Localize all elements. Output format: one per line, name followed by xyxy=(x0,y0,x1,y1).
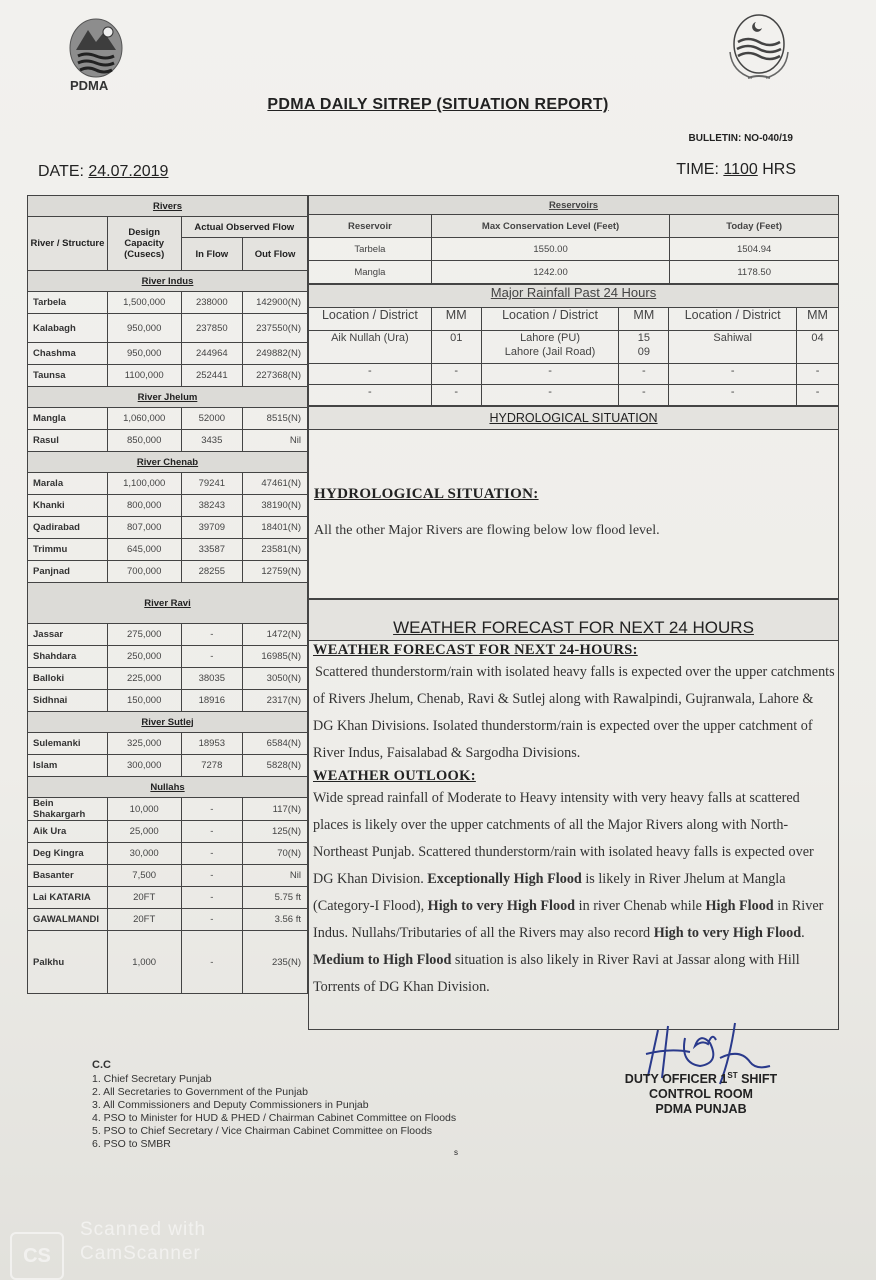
rainfall-mm: 04 xyxy=(797,331,839,364)
table-row xyxy=(28,561,308,583)
capacity-cell: 25,000 xyxy=(107,821,181,843)
table-row xyxy=(28,733,308,755)
outflow-cell: 70(N) xyxy=(243,843,308,865)
river-section-row xyxy=(28,387,308,408)
outflow-cell: 8515(N) xyxy=(243,408,308,430)
inflow-cell: 252441 xyxy=(181,365,243,387)
weather-body xyxy=(309,641,839,1030)
capacity-cell: 300,000 xyxy=(107,755,181,777)
table-row xyxy=(28,473,308,495)
watermark-line-1: Scanned with xyxy=(80,1219,207,1240)
river-section-row xyxy=(28,271,308,292)
col-capacity-header: Design Capacity (Cusecs) xyxy=(107,217,181,271)
outflow-cell: 12759(N) xyxy=(243,561,308,583)
outlook-segment: Wide spread rainfall of Moderate to Heavy intensity with very heavy falls at scattered places is likely over the upper catchments of all the Major Rivers along with North-Northeast Punjab. Scattered thunderstorm/rain with isolated heavy falls is expected over DG Khan Division. xyxy=(313,790,814,887)
page-title-text: PDMA DAILY SITREP (SITUATION REPORT) xyxy=(267,96,609,113)
reservoirs-table xyxy=(308,195,839,284)
structure-cell: Trimmu xyxy=(28,539,108,561)
right-column xyxy=(308,195,839,1030)
forecast-heading: WEATHER FORECAST FOR NEXT 24-HOURS: xyxy=(313,642,638,658)
capacity-cell: 20FT xyxy=(107,909,181,931)
cc-item: 4. PSO to Minister for HUD & PHED / Chairman Cabinet Committee on Floods xyxy=(92,1112,457,1124)
rainfall-location: - xyxy=(309,364,432,385)
structure-cell: GAWALMANDI xyxy=(28,909,108,931)
capacity-cell: 950,000 xyxy=(107,343,181,365)
structure-cell: Aik Ura xyxy=(28,821,108,843)
river-section-title: River Jhelum xyxy=(28,387,308,408)
reservoir-row xyxy=(309,261,839,284)
reservoirs-header-row xyxy=(309,215,839,238)
structure-cell: Chashma xyxy=(28,343,108,365)
structure-cell: Sulemanki xyxy=(28,733,108,755)
table-row xyxy=(28,314,308,343)
inflow-cell: 28255 xyxy=(181,561,243,583)
capacity-cell: 800,000 xyxy=(107,495,181,517)
outflow-cell: 16985(N) xyxy=(243,646,308,668)
inflow-cell: 237850 xyxy=(181,314,243,343)
river-section-row xyxy=(28,583,308,624)
structure-cell: Marala xyxy=(28,473,108,495)
time-value: 1100 xyxy=(723,161,758,178)
col-location-header: Location / District xyxy=(669,308,797,331)
table-row xyxy=(28,365,308,387)
inflow-cell: - xyxy=(181,931,243,994)
table-row xyxy=(28,931,308,994)
river-section-title: River Chenab xyxy=(28,452,308,473)
rainfall-mm: 01 xyxy=(431,331,481,364)
outflow-cell: 237550(N) xyxy=(243,314,308,343)
outlook-segment: . xyxy=(801,925,805,941)
cc-item: 5. PSO to Chief Secretary / Vice Chairman Cabinet Committee on Floods xyxy=(92,1125,433,1137)
signature-block xyxy=(606,1068,796,1117)
outflow-cell: 3.56 ft xyxy=(243,909,308,931)
table-row xyxy=(28,343,308,365)
river-section-title: River Sutlej xyxy=(28,712,308,733)
rainfall-header-row xyxy=(309,308,839,331)
table-row xyxy=(28,843,308,865)
signature-ordinal: ST xyxy=(727,1071,738,1080)
structure-cell: Shahdara xyxy=(28,646,108,668)
structure-cell: Deg Kingra xyxy=(28,843,108,865)
capacity-cell: 950,000 xyxy=(107,314,181,343)
rainfall-mm: - xyxy=(797,385,839,406)
capacity-cell: 325,000 xyxy=(107,733,181,755)
outflow-cell: 38190(N) xyxy=(243,495,308,517)
structure-cell: Basanter xyxy=(28,865,108,887)
date-value: 24.07.2019 xyxy=(88,163,169,180)
inflow-cell: - xyxy=(181,843,243,865)
punjab-government-emblem-icon xyxy=(722,12,796,84)
hydrological-body xyxy=(309,430,839,599)
rainfall-location: - xyxy=(669,385,797,406)
outflow-cell: Nil xyxy=(243,865,308,887)
river-section-row xyxy=(28,452,308,473)
outflow-cell: 23581(N) xyxy=(243,539,308,561)
inflow-cell: 244964 xyxy=(181,343,243,365)
table-row xyxy=(28,909,308,931)
rivers-title-row xyxy=(28,196,308,217)
structure-cell: Taunsa xyxy=(28,365,108,387)
rivers-table xyxy=(27,195,308,994)
table-row xyxy=(28,624,308,646)
outflow-cell: 6584(N) xyxy=(243,733,308,755)
table-row xyxy=(28,646,308,668)
table-row xyxy=(28,495,308,517)
inflow-cell: 18953 xyxy=(181,733,243,755)
inflow-cell: - xyxy=(181,865,243,887)
capacity-cell: 1,060,000 xyxy=(107,408,181,430)
today-level: 1504.94 xyxy=(670,238,839,261)
outlook-text xyxy=(313,785,836,1001)
outflow-cell: 117(N) xyxy=(243,798,308,821)
hydrological-section xyxy=(308,406,839,599)
inflow-cell: 52000 xyxy=(181,408,243,430)
outlook-emphasis: Exceptionally High Flood xyxy=(427,871,582,887)
capacity-cell: 1100,000 xyxy=(107,365,181,387)
rivers-header-row xyxy=(28,217,308,238)
cc-title: C.C xyxy=(92,1059,111,1071)
outflow-cell: 249882(N) xyxy=(243,343,308,365)
outlook-segment: is likely in River Jhelum at Mangla (Category-I Flood), xyxy=(313,871,786,914)
capacity-cell: 1,500,000 xyxy=(107,292,181,314)
outlook-emphasis: Medium to High Flood xyxy=(313,952,452,968)
inflow-cell: 238000 xyxy=(181,292,243,314)
col-structure-header: River / Structure xyxy=(28,217,108,271)
cc-item: 2. All Secretaries to Government of the Punjab xyxy=(92,1086,308,1098)
capacity-cell: 1,000 xyxy=(107,931,181,994)
weather-section xyxy=(308,599,839,1030)
reservoir-row xyxy=(309,238,839,261)
forecast-text: Scattered thunderstorm/rain with isolated heavy falls is expected over the upper catchments of Rivers Jhelum, Chenab, Ravi & Sutlej along with Rawalpindi, Gujranwala, Lahore & DG Khan Divisions. Isolated thunderstorm/rain is expected over the upper catchment of River Indus, Faisalabad & Sargodha Divisions. xyxy=(313,664,835,761)
weather-body-row xyxy=(309,641,839,1030)
table-row xyxy=(28,430,308,452)
outflow-cell: 1472(N) xyxy=(243,624,308,646)
hydrological-body-row xyxy=(309,430,839,599)
hydrological-section-title: HYDROLOGICAL SITUATION xyxy=(309,407,839,430)
rivers-title: Rivers xyxy=(28,196,308,217)
structure-cell: Sidhnai xyxy=(28,690,108,712)
signature-role: DUTY OFFICER 1 xyxy=(624,1072,728,1087)
capacity-cell: 150,000 xyxy=(107,690,181,712)
rainfall-location: Sahiwal xyxy=(669,331,797,364)
river-section-title: River Indus xyxy=(28,271,308,292)
structure-cell: Islam xyxy=(28,755,108,777)
table-row xyxy=(28,539,308,561)
cc-item: 3. All Commissioners and Deputy Commissioners in Punjab xyxy=(92,1099,369,1111)
rainfall-title: Major Rainfall Past 24 Hours xyxy=(309,285,839,308)
cc-list xyxy=(92,1059,456,1151)
weather-section-title: WEATHER FORECAST FOR NEXT 24 HOURS xyxy=(309,600,839,641)
time-label: TIME: xyxy=(676,161,724,178)
structure-cell: Panjnad xyxy=(28,561,108,583)
rainfall-mm: - xyxy=(431,364,481,385)
bulletin-number: BULLETIN: NO-040/19 xyxy=(688,133,793,144)
reservoirs-title-row xyxy=(309,196,839,215)
structure-cell: Palkhu xyxy=(28,931,108,994)
signature-line-3: PDMA PUNJAB xyxy=(655,1102,747,1117)
col-max-level-header: Max Conservation Level (Feet) xyxy=(431,215,670,238)
capacity-cell: 850,000 xyxy=(107,430,181,452)
inflow-cell: 7278 xyxy=(181,755,243,777)
rainfall-mm: - xyxy=(797,364,839,385)
outflow-cell: Nil xyxy=(243,430,308,452)
col-mm-header: MM xyxy=(797,308,839,331)
rainfall-mm: - xyxy=(431,385,481,406)
outflow-cell: 235(N) xyxy=(243,931,308,994)
capacity-cell: 10,000 xyxy=(107,798,181,821)
structure-cell: Bein Shakargarh xyxy=(28,798,108,821)
structure-cell: Qadirabad xyxy=(28,517,108,539)
structure-cell: Kalabagh xyxy=(28,314,108,343)
signature-shift: SHIFT xyxy=(737,1072,778,1087)
inflow-cell: 33587 xyxy=(181,539,243,561)
inflow-cell: - xyxy=(181,821,243,843)
rainfall-title-row xyxy=(309,285,839,308)
outlook-heading: WEATHER OUTLOOK: xyxy=(313,768,476,784)
outflow-cell: 47461(N) xyxy=(243,473,308,495)
inflow-cell: - xyxy=(181,798,243,821)
outflow-cell: 5828(N) xyxy=(243,755,308,777)
structure-cell: Jassar xyxy=(28,624,108,646)
today-level: 1178.50 xyxy=(670,261,839,284)
rainfall-mm: - xyxy=(619,364,669,385)
rainfall-row xyxy=(309,385,839,406)
inflow-cell: 3435 xyxy=(181,430,243,452)
rainfall-location: - xyxy=(481,364,619,385)
outlook-emphasis: High Flood xyxy=(705,898,774,914)
rainfall-location: Lahore (PU) Lahore (Jail Road) xyxy=(481,331,619,364)
cc-item: 6. PSO to SMBR xyxy=(92,1138,171,1150)
page-title xyxy=(0,96,876,114)
reservoir-name: Mangla xyxy=(309,261,432,284)
rainfall-location: - xyxy=(481,385,619,406)
camscanner-logo-icon: CS xyxy=(10,1232,64,1280)
date-label: DATE: xyxy=(38,163,89,180)
river-section-title: River Ravi xyxy=(28,583,308,624)
col-reservoir-header: Reservoir xyxy=(309,215,432,238)
outflow-cell: 18401(N) xyxy=(243,517,308,539)
col-mm-header: MM xyxy=(431,308,481,331)
capacity-cell: 20FT xyxy=(107,887,181,909)
table-row xyxy=(28,865,308,887)
max-level: 1550.00 xyxy=(431,238,670,261)
table-row xyxy=(28,821,308,843)
rainfall-row xyxy=(309,364,839,385)
inflow-cell: - xyxy=(181,909,243,931)
river-section-row xyxy=(28,712,308,733)
outflow-cell: 3050(N) xyxy=(243,668,308,690)
col-outflow-header: Out Flow xyxy=(243,238,308,271)
rainfall-location: Aik Nullah (Ura) xyxy=(309,331,432,364)
col-today-header: Today (Feet) xyxy=(670,215,839,238)
outflow-cell: 5.75 ft xyxy=(243,887,308,909)
time-unit: HRS xyxy=(757,161,796,178)
outlook-emphasis: High to very High Flood xyxy=(653,925,802,941)
outlook-segment: in river Chenab while xyxy=(575,898,706,914)
cc-items xyxy=(92,1073,456,1151)
hydrological-heading: HYDROLOGICAL SITUATION: xyxy=(314,486,539,502)
capacity-cell: 807,000 xyxy=(107,517,181,539)
structure-cell: Balloki xyxy=(28,668,108,690)
table-row xyxy=(28,668,308,690)
reservoirs-title: Reservoirs xyxy=(309,196,839,215)
capacity-cell: 645,000 xyxy=(107,539,181,561)
rainfall-mm: 15 09 xyxy=(619,331,669,364)
outflow-cell: 2317(N) xyxy=(243,690,308,712)
inflow-cell: 79241 xyxy=(181,473,243,495)
capacity-cell: 275,000 xyxy=(107,624,181,646)
hydrological-title-row xyxy=(309,407,839,430)
capacity-cell: 7,500 xyxy=(107,865,181,887)
river-section-row xyxy=(28,777,308,798)
weather-title-row xyxy=(309,600,839,641)
table-row xyxy=(28,690,308,712)
inflow-cell: - xyxy=(181,887,243,909)
rainfall-table xyxy=(308,284,839,406)
max-level: 1242.00 xyxy=(431,261,670,284)
capacity-cell: 1,100,000 xyxy=(107,473,181,495)
pdma-logo-icon xyxy=(66,18,126,78)
inflow-cell: 39709 xyxy=(181,517,243,539)
structure-cell: Lai KATARIA xyxy=(28,887,108,909)
reservoir-name: Tarbela xyxy=(309,238,432,261)
inflow-cell: 38243 xyxy=(181,495,243,517)
outflow-cell: 227368(N) xyxy=(243,365,308,387)
watermark-text xyxy=(80,1218,206,1266)
rainfall-location: - xyxy=(309,385,432,406)
col-actual-flow-header: Actual Observed Flow xyxy=(181,217,308,238)
report-time xyxy=(676,161,796,179)
table-row xyxy=(28,517,308,539)
outlook-emphasis: High to very High Flood xyxy=(427,898,576,914)
table-row xyxy=(28,408,308,430)
capacity-cell: 30,000 xyxy=(107,843,181,865)
outlook-segment: in River Indus. Nullahs/Tributaries of all the Rivers may also record xyxy=(313,898,824,941)
signature-line-1 xyxy=(606,1068,796,1087)
structure-cell: Mangla xyxy=(28,408,108,430)
watermark-line-2: CamScanner xyxy=(80,1243,201,1264)
col-inflow-header: In Flow xyxy=(181,238,243,271)
rainfall-mm: - xyxy=(619,385,669,406)
inflow-cell: - xyxy=(181,646,243,668)
outflow-cell: 142900(N) xyxy=(243,292,308,314)
cc-item: 1. Chief Secretary Punjab xyxy=(92,1073,212,1085)
capacity-cell: 225,000 xyxy=(107,668,181,690)
hydrological-text: All the other Major Rivers are flowing below low flood level. xyxy=(314,523,660,538)
inflow-cell: 18916 xyxy=(181,690,243,712)
page-mark: s xyxy=(454,1148,458,1157)
inflow-cell: 38035 xyxy=(181,668,243,690)
capacity-cell: 700,000 xyxy=(107,561,181,583)
signature-line-2: CONTROL ROOM xyxy=(649,1087,753,1102)
col-location-header: Location / District xyxy=(309,308,432,331)
capacity-cell: 250,000 xyxy=(107,646,181,668)
table-row xyxy=(28,292,308,314)
river-section-title: Nullahs xyxy=(28,777,308,798)
outflow-cell: 125(N) xyxy=(243,821,308,843)
structure-cell: Khanki xyxy=(28,495,108,517)
inflow-cell: - xyxy=(181,624,243,646)
report-date xyxy=(38,163,168,181)
structure-cell: Tarbela xyxy=(28,292,108,314)
outlook-segment: situation is also likely in River Ravi at Jassar along with Hill Torrents of DG Khan Division. xyxy=(313,952,800,995)
col-location-header: Location / District xyxy=(481,308,619,331)
table-row xyxy=(28,798,308,821)
rainfall-location: - xyxy=(669,364,797,385)
pdma-logo-label: PDMA xyxy=(70,78,109,93)
rainfall-row xyxy=(309,331,839,364)
col-mm-header: MM xyxy=(619,308,669,331)
table-row xyxy=(28,887,308,909)
structure-cell: Rasul xyxy=(28,430,108,452)
table-row xyxy=(28,755,308,777)
